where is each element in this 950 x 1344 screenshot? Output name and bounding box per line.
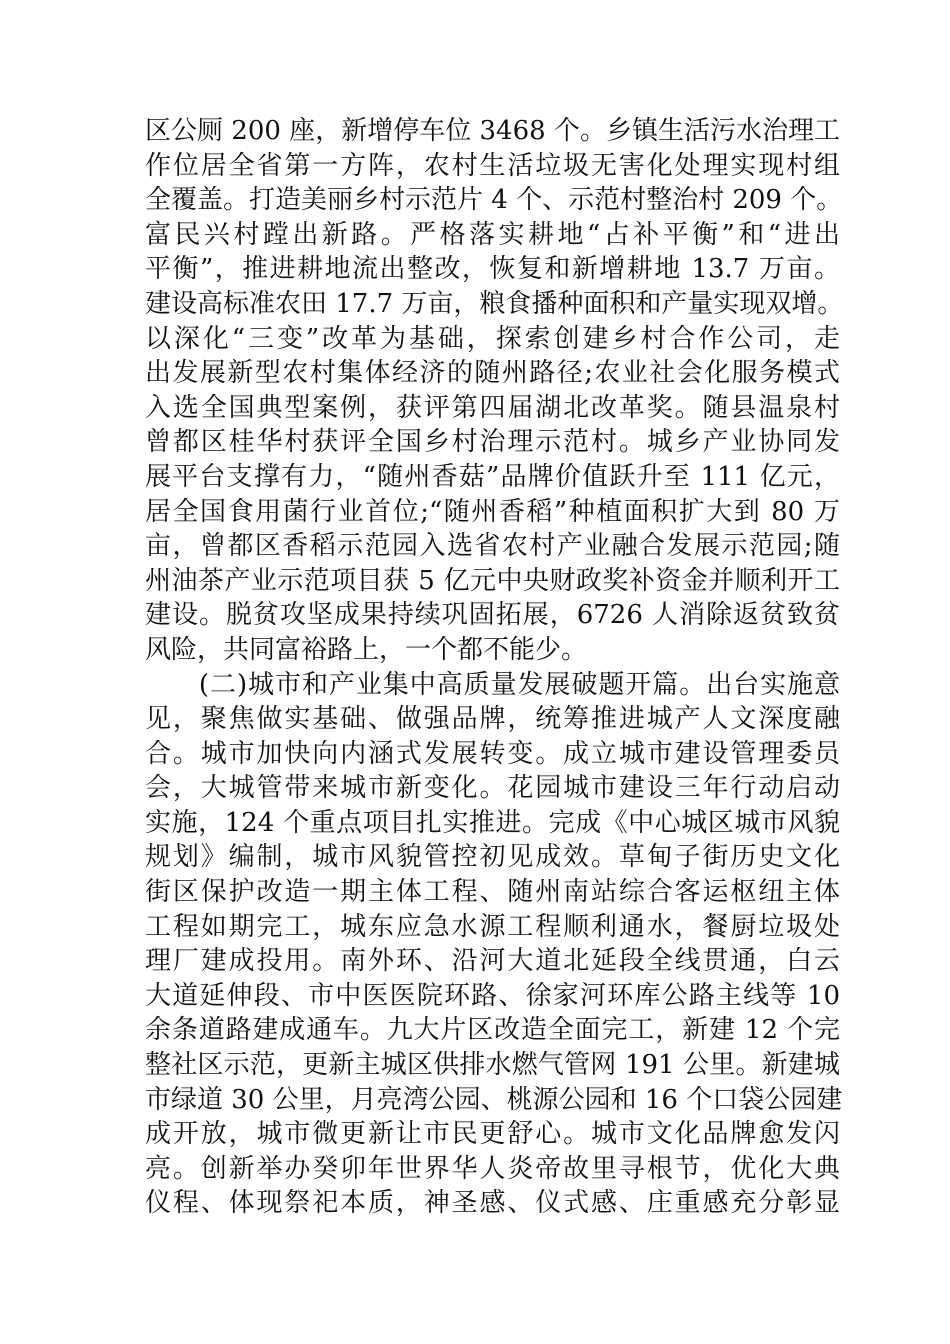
text-line: 风险，共同富裕路上，一个都不能少。	[145, 634, 588, 665]
text-line: 平衡”，推进耕地流出整改，恢复和新增耕地 13.7 万亩。	[145, 254, 840, 285]
text-line: 入选全国典型案例，获评第四届湖北改革奖。随县温泉村	[145, 392, 840, 423]
text-line: 富民兴村蹚出新路。严格落实耕地“占补平衡”和“进出	[145, 219, 840, 250]
text-line: 成开放，城市微更新让市民更舒心。城市文化品牌愈发闪	[145, 1119, 840, 1150]
text-line: 实施，124 个重点项目扎实推进。完成《中心城区城市风貌	[145, 807, 840, 838]
text-line: 规划》编制，城市风貌管控初见成效。草甸子街历史文化	[145, 842, 840, 873]
text-line: 亮。创新举办癸卯年世界华人炎帝故里寻根节，优化大典	[145, 1153, 840, 1184]
text-line: 见，聚焦做实基础、做强品牌，统筹推进城产人文深度融	[145, 704, 840, 735]
body-text	[145, 114, 844, 1221]
text-line: 合。城市加快向内涵式发展转变。成立城市建设管理委员	[145, 738, 840, 769]
text-line: 区公厕 200 座，新增停车位 3468 个。乡镇生活污水治理工	[145, 116, 840, 146]
text-line: 理厂建成投用。南外环、沿河大道北延段全线贯通，白云	[145, 946, 840, 977]
text-line: 作位居全省第一方阵，农村生活垃圾无害化处理实现村组	[145, 150, 840, 181]
text-line: 建设。脱贫攻坚成果持续巩固拓展，6726 人消除返贫致贫	[145, 600, 840, 631]
text-line: 以深化“三变”改革为基础，探索创建乡村合作公司，走	[145, 323, 840, 354]
text-line: 全覆盖。打造美丽乡村示范片 4 个、示范村整治村 209 个。	[145, 185, 843, 216]
text-line: 建设高标准农田 17.7 万亩，粮食播种面积和产量实现双增。	[145, 288, 844, 319]
text-line: 余条道路建成通车。九大片区改造全面完工，新建 12 个完	[145, 1015, 840, 1046]
text-line: 街区保护改造一期主体工程、随州南站综合客运枢纽主体	[145, 877, 840, 908]
text-line: 亩，曾都区香稻示范园入选省农村产业融合发展示范园;随	[145, 531, 840, 562]
text-line: 工程如期完工，城东应急水源工程顺利通水，餐厨垃圾处	[145, 911, 840, 942]
text-line: 州油茶产业示范项目获 5 亿元中央财政奖补资金并顺利开工	[145, 565, 840, 596]
text-line: 市绿道 30 公里，月亮湾公园、桃源公园和 16 个口袋公园建	[145, 1084, 843, 1115]
text-line: 居全国食用菌行业首位;“随州香稻”种植面积扩大到 80 万	[145, 496, 840, 527]
text-line: 展平台支撑有力，“随州香菇”品牌价值跃升至 111 亿元，	[145, 461, 840, 492]
text-line: 大道延伸段、市中医医院环路、徐家河环库公路主线等 10	[145, 980, 840, 1011]
text-line: 整社区示范，更新主城区供排水燃气管网 191 公里。新建城	[145, 1050, 840, 1081]
text-line: 曾都区桂华村获评全国乡村治理示范村。城乡产业协同发	[145, 427, 840, 458]
text-line: 出发展新型农村集体经济的随州路径;农业社会化服务模式	[145, 358, 840, 389]
text-line: (二)城市和产业集中高质量发展破题开篇。出台实施意	[145, 669, 840, 700]
text-line: 会，大城管带来城市新变化。花园城市建设三年行动启动	[145, 773, 840, 804]
text-line: 仪程、体现祭祀本质，神圣感、仪式感、庄重感充分彰显	[145, 1188, 840, 1219]
